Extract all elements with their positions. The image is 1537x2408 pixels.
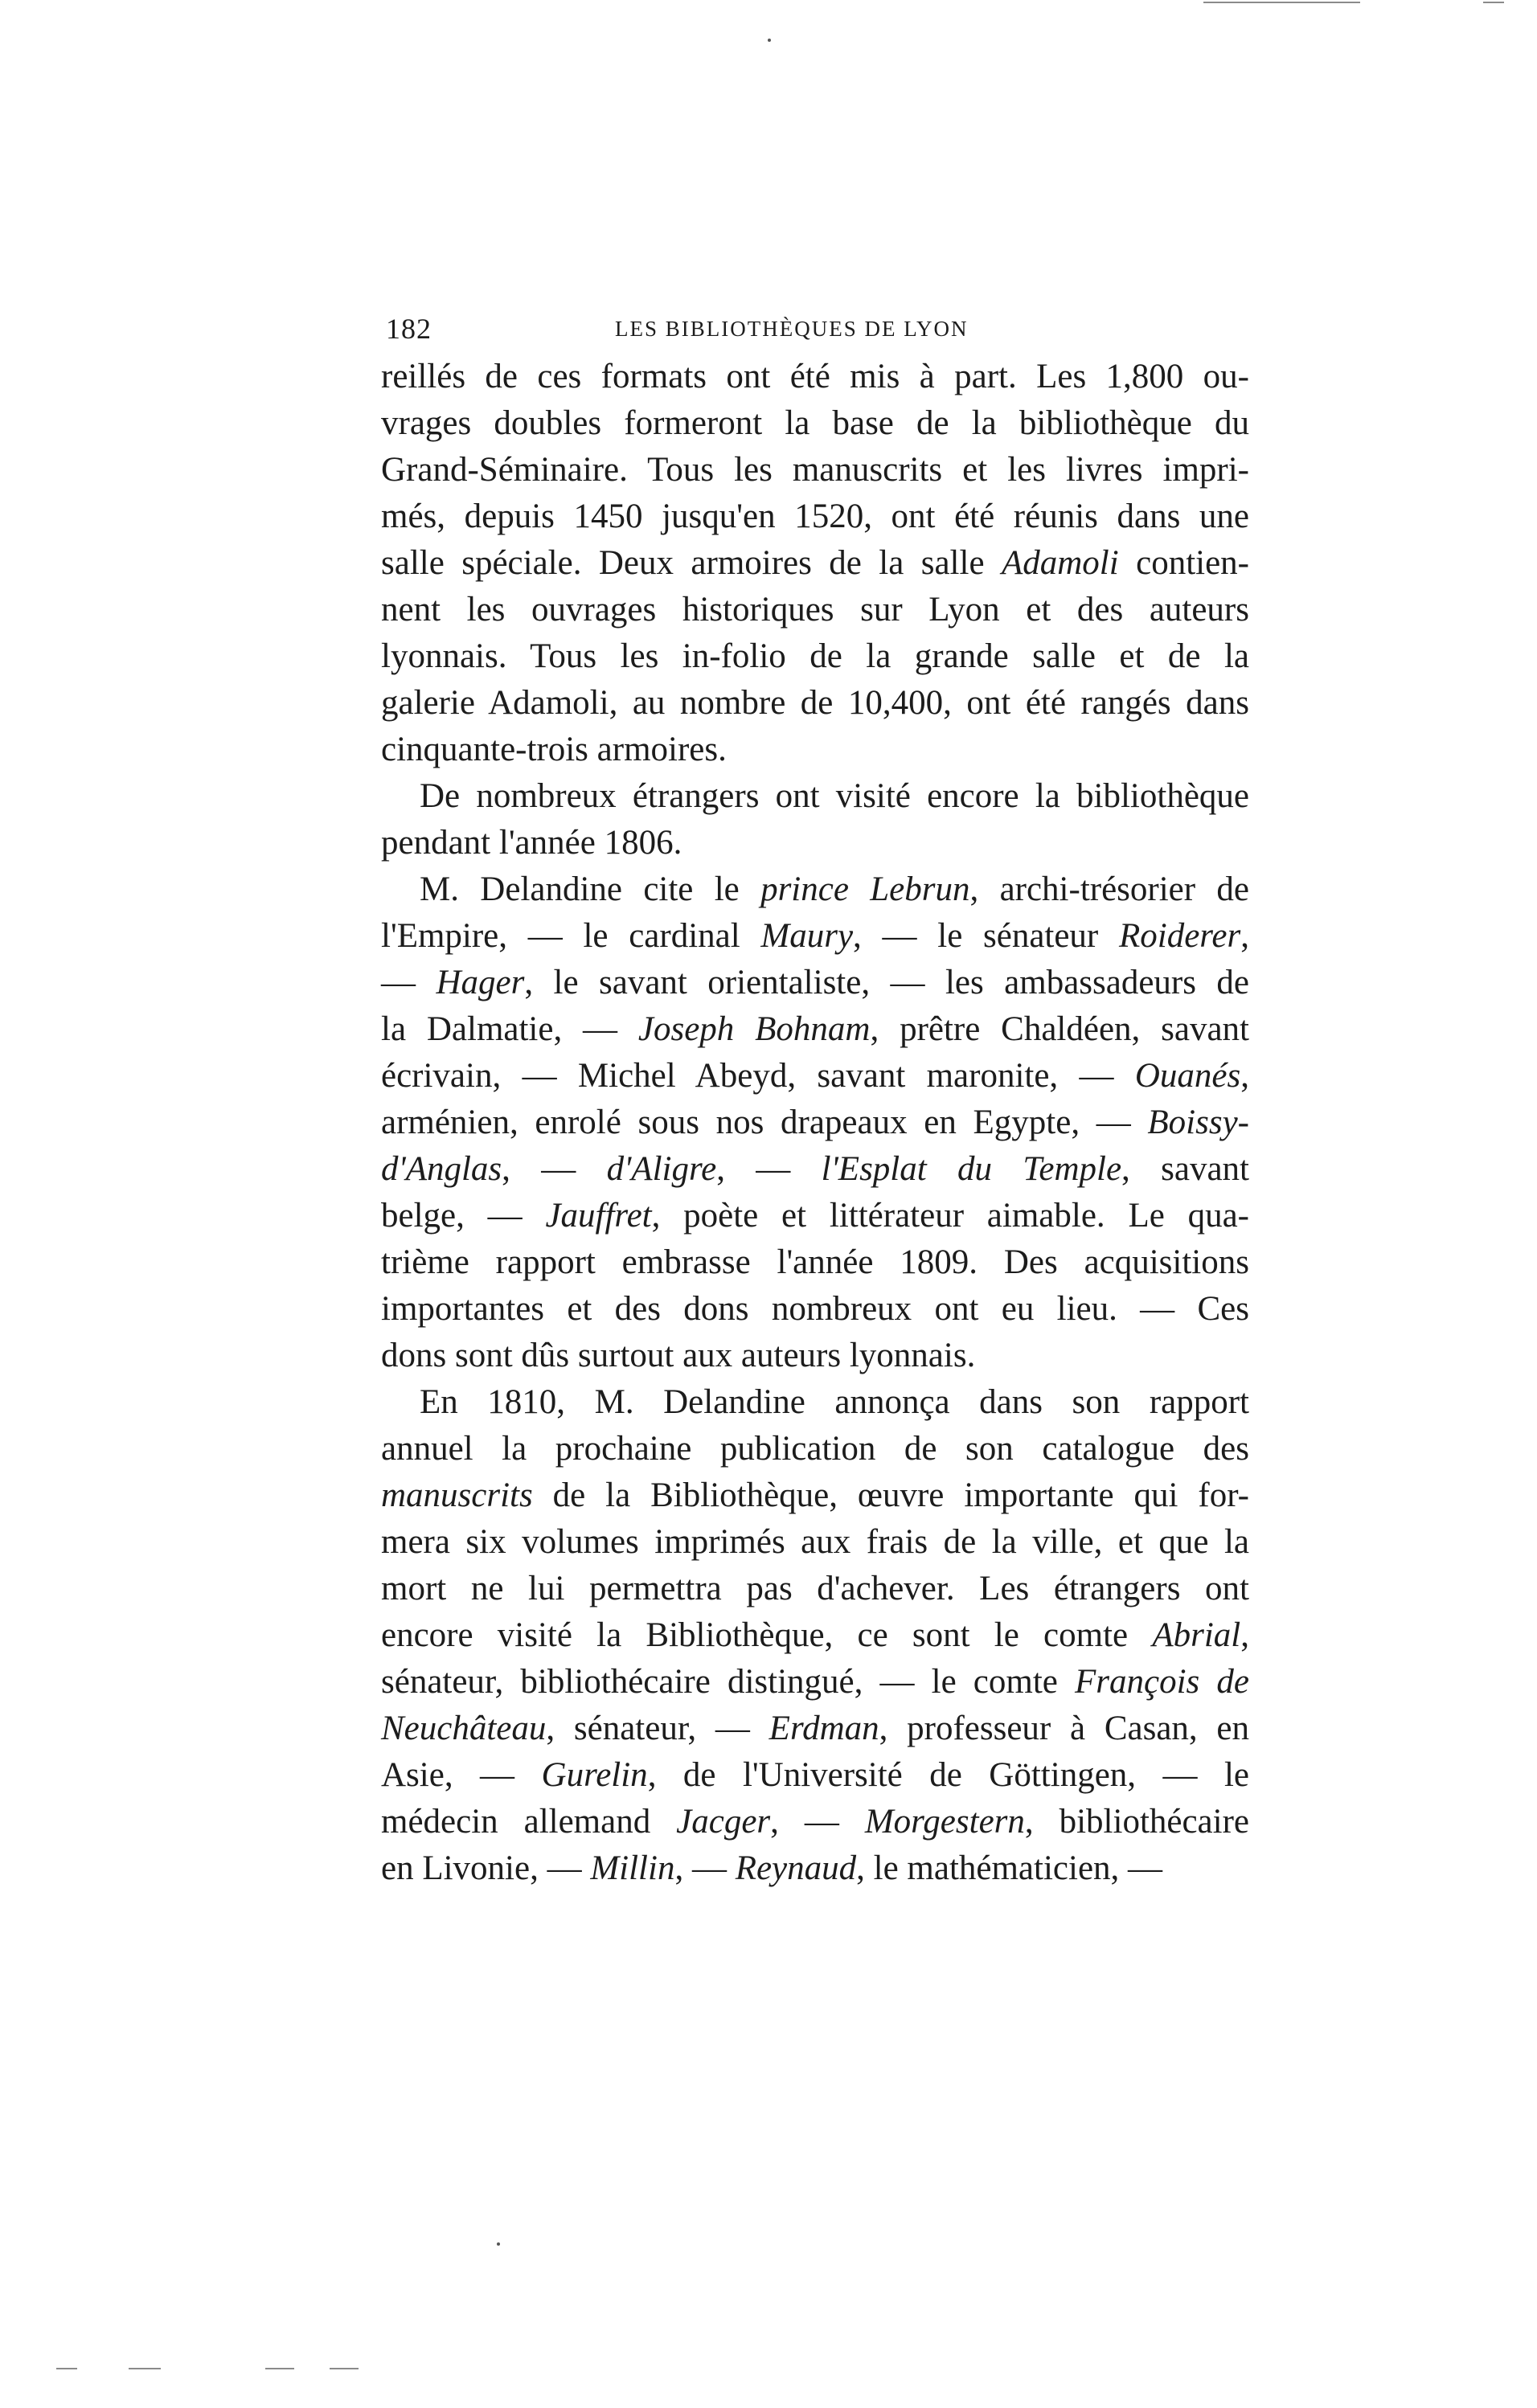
text-line xyxy=(381,1519,1249,1566)
text-line xyxy=(381,447,1249,493)
text-segment: mort ne lui permettra pas d'achever. Les étrangers ont xyxy=(381,1570,1249,1607)
scan-dust-top xyxy=(768,39,771,42)
text-line xyxy=(381,1333,1249,1379)
scan-artifact-top-right xyxy=(1483,2,1504,3)
text-segment: , xyxy=(1240,917,1249,955)
text-line xyxy=(381,1845,1249,1892)
italic-text: Millin xyxy=(590,1849,675,1887)
text-segment: , prêtre Chaldéen, savant xyxy=(870,1010,1249,1048)
text-segment: contien- xyxy=(1118,544,1249,582)
text-segment: , le mathématicien, — xyxy=(856,1849,1163,1887)
text-segment: la Dalmatie, — xyxy=(381,1010,638,1048)
text-line xyxy=(381,354,1249,400)
text-line xyxy=(381,1100,1249,1146)
italic-text: Maury xyxy=(760,917,854,955)
italic-text: l'Esplat du Temple xyxy=(821,1150,1122,1188)
text-line xyxy=(381,866,1249,913)
text-segment: en Livonie, — xyxy=(381,1849,591,1887)
italic-text: prince Lebrun xyxy=(760,870,970,908)
text-line xyxy=(381,1612,1249,1659)
text-segment: , de l'Université de Göttingen, — le xyxy=(647,1756,1249,1794)
text-line xyxy=(381,493,1249,540)
scan-artifact-bottom-3 xyxy=(265,2368,294,2369)
text-segment: pendant l'année 1806. xyxy=(381,824,682,862)
text-line xyxy=(381,1053,1249,1100)
text-segment: cinquante-trois armoires. xyxy=(381,731,727,768)
text-segment: , — xyxy=(770,1803,865,1841)
text-segment: de la Bibliothèque, œuvre importante qui for- xyxy=(532,1476,1249,1514)
text-segment: importantes et des dons nombreux ont eu lieu. — Ces xyxy=(381,1290,1249,1328)
page-number: 182 xyxy=(386,313,432,345)
text-line xyxy=(381,400,1249,447)
scan-artifact-top xyxy=(1203,2,1360,3)
text-segment: M. Delandine cite le xyxy=(420,870,761,908)
text-segment: Asie, — xyxy=(381,1756,542,1794)
text-line xyxy=(381,1566,1249,1612)
italic-text: Gurelin xyxy=(541,1756,648,1794)
text-segment: trième rapport embrasse l'année 1809. Des acquisitions xyxy=(381,1243,1249,1281)
text-line xyxy=(381,633,1249,680)
italic-text: Abrial xyxy=(1152,1616,1241,1654)
italic-text: Adamoli xyxy=(1001,544,1119,582)
text-segment: , — le sénateur xyxy=(853,917,1119,955)
italic-text: Neuchâteau xyxy=(381,1710,547,1747)
text-line xyxy=(381,913,1249,960)
text-line xyxy=(381,820,1249,866)
text-segment: sénateur, bibliothécaire distingué, — le comte xyxy=(381,1663,1076,1701)
text-segment: , — xyxy=(716,1150,822,1188)
running-title: LES BIBLIOTHÈQUES DE LYON xyxy=(615,317,969,341)
scan-artifact-bottom-4 xyxy=(330,2368,359,2369)
italic-text: Jacger xyxy=(676,1803,771,1841)
text-segment: galerie Adamoli, au nombre de 10,400, ont été rangés dans xyxy=(381,684,1249,722)
text-line xyxy=(381,1799,1249,1845)
text-segment: Grand-Séminaire. Tous les manuscrits et les livres impri- xyxy=(381,451,1249,489)
text-line xyxy=(381,1006,1249,1053)
text-line xyxy=(381,1426,1249,1472)
text-segment: dons sont dûs surtout aux auteurs lyonnais. xyxy=(381,1337,976,1374)
italic-text: Reynaud xyxy=(735,1849,857,1887)
text-line xyxy=(381,1193,1249,1239)
scan-artifact-bottom-2 xyxy=(129,2368,161,2369)
italic-text: d'Aligre xyxy=(606,1150,717,1188)
text-line xyxy=(381,1752,1249,1799)
italic-text: Erdman xyxy=(768,1710,879,1747)
text-segment: vrages doubles formeront la base de la bibliothèque du xyxy=(381,404,1249,442)
text-segment: mera six volumes imprimés aux frais de la ville, et que la xyxy=(381,1523,1249,1561)
text-segment: , xyxy=(1240,1057,1249,1095)
text-segment: , — xyxy=(502,1150,607,1188)
text-segment: médecin allemand xyxy=(381,1803,677,1841)
text-segment: lyonnais. Tous les in-folio de la grande salle et de la xyxy=(381,637,1249,675)
italic-text: Ouanés xyxy=(1134,1057,1241,1095)
text-line xyxy=(381,727,1249,773)
italic-text: Boissy- xyxy=(1147,1104,1249,1141)
text-line xyxy=(381,540,1249,587)
text-segment: encore visité la Bibliothèque, ce sont le comte xyxy=(381,1616,1153,1654)
text-segment: salle spéciale. Deux armoires de la salle xyxy=(381,544,1002,582)
text-segment: reillés de ces formats ont été mis à part. Les 1,800 ou- xyxy=(381,358,1249,395)
text-segment: l'Empire, — le cardinal xyxy=(381,917,761,955)
italic-text: Joseph Bohnam xyxy=(637,1010,871,1048)
page-header xyxy=(386,312,1278,352)
text-line xyxy=(381,1706,1249,1752)
text-segment: , le savant orientaliste, — les ambassadeurs de xyxy=(524,964,1250,1001)
text-line xyxy=(381,1146,1249,1193)
text-segment: — xyxy=(381,964,437,1001)
text-segment: De nombreux étrangers ont visité encore la bibliothèque xyxy=(420,777,1249,815)
text-line xyxy=(381,680,1249,727)
scan-dust-bottom xyxy=(497,2242,500,2246)
text-segment: més, depuis 1450 jusqu'en 1520, ont été réunis dans une xyxy=(381,498,1249,535)
text-segment: , bibliothécaire xyxy=(1024,1803,1249,1841)
text-segment: belge, — xyxy=(381,1197,546,1235)
text-segment: , professeur à Casan, en xyxy=(879,1710,1249,1747)
italic-text: Morgestern xyxy=(864,1803,1025,1841)
text-segment: En 1810, M. Delandine annonça dans son rapport xyxy=(420,1383,1249,1421)
text-segment: , sénateur, — xyxy=(546,1710,769,1747)
text-line xyxy=(381,1659,1249,1706)
text-segment: , savant xyxy=(1121,1150,1249,1188)
text-line xyxy=(381,1379,1249,1426)
italic-text: François de xyxy=(1075,1663,1250,1701)
italic-text: d'Anglas xyxy=(381,1150,502,1188)
italic-text: Hager xyxy=(436,964,525,1001)
text-line xyxy=(381,773,1249,820)
text-line xyxy=(381,1472,1249,1519)
text-line xyxy=(381,960,1249,1006)
text-segment: , poète et littérateur aimable. Le qua- xyxy=(651,1197,1249,1235)
scan-artifact-bottom-1 xyxy=(56,2368,77,2369)
text-line xyxy=(381,1239,1249,1286)
text-line xyxy=(381,587,1249,633)
italic-text: Jauffret xyxy=(545,1197,652,1235)
text-segment: nent les ouvrages historiques sur Lyon et des auteurs xyxy=(381,591,1249,629)
text-segment: annuel la prochaine publication de son catalogue des xyxy=(381,1430,1249,1468)
italic-text: manuscrits xyxy=(381,1476,533,1514)
text-segment: arménien, enrolé sous nos drapeaux en Egypte, — xyxy=(381,1104,1148,1141)
italic-text: Roiderer xyxy=(1118,917,1241,955)
text-segment: , — xyxy=(674,1849,736,1887)
text-segment: , archi-trésorier de xyxy=(969,870,1249,908)
text-segment: , xyxy=(1240,1616,1249,1654)
body-text xyxy=(381,354,1249,1892)
text-segment: écrivain, — Michel Abeyd, savant maronite, — xyxy=(381,1057,1135,1095)
text-line xyxy=(381,1286,1249,1333)
